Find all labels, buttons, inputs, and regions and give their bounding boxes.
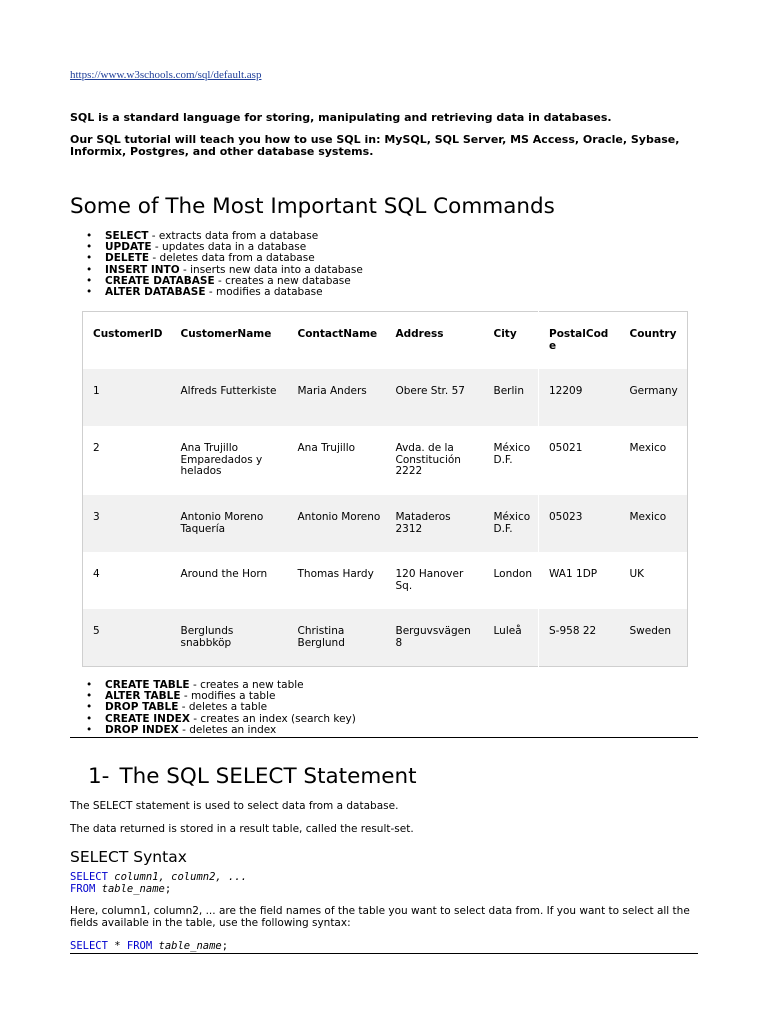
table-cell: 120 Hanover Sq. [395, 568, 464, 592]
table-cell: London [493, 568, 532, 580]
column-header: Address [395, 328, 444, 340]
table-cell: Germany [629, 385, 678, 397]
table-cell: Luleå [493, 625, 522, 637]
keyword: FROM [126, 940, 153, 952]
table-cell: 05023 [539, 495, 620, 552]
column-header: Country [629, 328, 677, 340]
command-name: CREATE TABLE [105, 679, 190, 691]
table-cell: Berlin [493, 385, 524, 397]
table-cell: México D.F. [493, 511, 531, 535]
list-item [86, 287, 686, 298]
table-row [83, 495, 688, 552]
table-cell: Thomas Hardy [297, 568, 374, 580]
command-name: DROP INDEX [105, 723, 179, 736]
table-cell: Christina Berglund [297, 625, 345, 649]
source-link[interactable]: https://www.w3schools.com/sql/default.asp [70, 69, 262, 81]
command-desc: - extracts data from a database [148, 230, 319, 242]
table-cell: 1 [93, 385, 100, 397]
table-cell: 5 [93, 625, 100, 637]
table-row [83, 369, 688, 426]
command-desc: - modifies a table [180, 690, 276, 703]
code-table: table_name [152, 940, 222, 952]
table-cell: 4 [93, 568, 100, 580]
command-desc: - deletes a table [178, 701, 268, 714]
command-name: CREATE INDEX [105, 712, 190, 725]
column-header: City [493, 328, 517, 340]
section-number: 1- [88, 764, 110, 789]
table-cell: Mataderos 2312 [395, 511, 451, 535]
table-cell: Mexico [629, 442, 667, 454]
commands-list-1 [86, 231, 686, 298]
column-header: CustomerName [180, 328, 272, 340]
command-name: CREATE DATABASE [105, 274, 215, 287]
table-cell: Avda. de la Constitución 2222 [395, 442, 461, 477]
command-name: UPDATE [105, 241, 152, 254]
table-cell: 2 [93, 442, 100, 454]
table-cell: Obere Str. 57 [395, 385, 465, 397]
command-desc: - creates a new database [214, 274, 351, 287]
command-desc: - creates an index (search key) [189, 712, 356, 725]
command-desc: - updates data in a database [151, 241, 307, 254]
table-header-row [83, 312, 688, 370]
table-cell: Sweden [629, 625, 671, 637]
keyword: SELECT [70, 940, 108, 952]
customers-table [82, 311, 688, 667]
table-cell: 3 [93, 511, 100, 523]
column-header: PostalCode [539, 312, 620, 370]
list-item [86, 725, 686, 736]
table-cell: Mexico [629, 511, 667, 523]
select-heading [88, 763, 417, 791]
table-cell: Berglunds snabbköp [180, 625, 234, 649]
code-table: table_name [95, 883, 165, 895]
table-row [83, 609, 688, 667]
command-desc: - modifies a database [205, 286, 323, 299]
syntax-heading: SELECT Syntax [70, 848, 187, 866]
column-header: CustomerID [93, 328, 163, 340]
table-cell: 12209 [539, 369, 620, 426]
table-cell: Alfreds Futterkiste [180, 385, 277, 397]
command-name: ALTER DATABASE [105, 286, 206, 299]
command-name: SELECT [105, 230, 149, 242]
code-block-2 [70, 940, 228, 952]
code-semicolon: ; [221, 940, 229, 952]
table-cell: UK [629, 568, 645, 580]
code-star: * [107, 940, 127, 952]
command-desc: - inserts new data into a database [179, 263, 363, 276]
table-cell: S-958 22 [539, 609, 620, 667]
command-name: DELETE [105, 252, 150, 265]
table-cell: Ana Trujillo Emparedados y helados [180, 442, 263, 477]
table-row [83, 426, 688, 495]
select-paragraph-3: Here, column1, column2, ... are the field names of the table you want to select data from. If you want to select all the fields available in the table, use the following syntax: [70, 905, 690, 929]
command-desc: - creates a new table [189, 679, 304, 691]
table-cell: México D.F. [493, 442, 531, 466]
section-title: The SQL SELECT Statement [119, 764, 417, 789]
command-name: DROP TABLE [105, 701, 179, 714]
select-paragraph-1: The SELECT statement is used to select data from a database. [70, 800, 399, 812]
commands-heading: Some of The Most Important SQL Commands [70, 194, 555, 219]
command-name: INSERT INTO [105, 263, 180, 276]
intro-line-2: Our SQL tutorial will teach you how to use SQL in: MySQL, SQL Server, MS Access, Oracle, Sybase, Informix, Postgres, and other database systems. [70, 133, 680, 158]
keyword: SELECT [70, 871, 108, 883]
divider [70, 953, 698, 954]
command-name: ALTER TABLE [105, 690, 181, 703]
code-semicolon: ; [164, 883, 172, 895]
column-header: ContactName [297, 328, 378, 340]
table-cell: Maria Anders [297, 385, 367, 397]
code-block-1 [70, 871, 247, 895]
commands-list-2 [86, 680, 686, 736]
table-cell: Berguvsvägen 8 [395, 625, 471, 649]
table-cell: Antonio Moreno Taquería [180, 511, 264, 535]
table-cell: Ana Trujillo [297, 442, 356, 454]
divider [70, 737, 698, 738]
keyword: FROM [70, 883, 96, 895]
table-cell: Antonio Moreno [297, 511, 381, 523]
intro-line-1: SQL is a standard language for storing, manipulating and retrieving data in databases. [70, 111, 612, 124]
table-cell: WA1 1DP [539, 552, 620, 609]
command-desc: - deletes an index [178, 723, 277, 736]
table-cell: 05021 [539, 426, 620, 495]
table-cell: Around the Horn [180, 568, 268, 580]
command-desc: - deletes data from a database [149, 252, 315, 265]
select-paragraph-2: The data returned is stored in a result table, called the result-set. [70, 823, 414, 835]
table-row [83, 552, 688, 609]
code-columns: column1, column2, ... [107, 871, 248, 883]
